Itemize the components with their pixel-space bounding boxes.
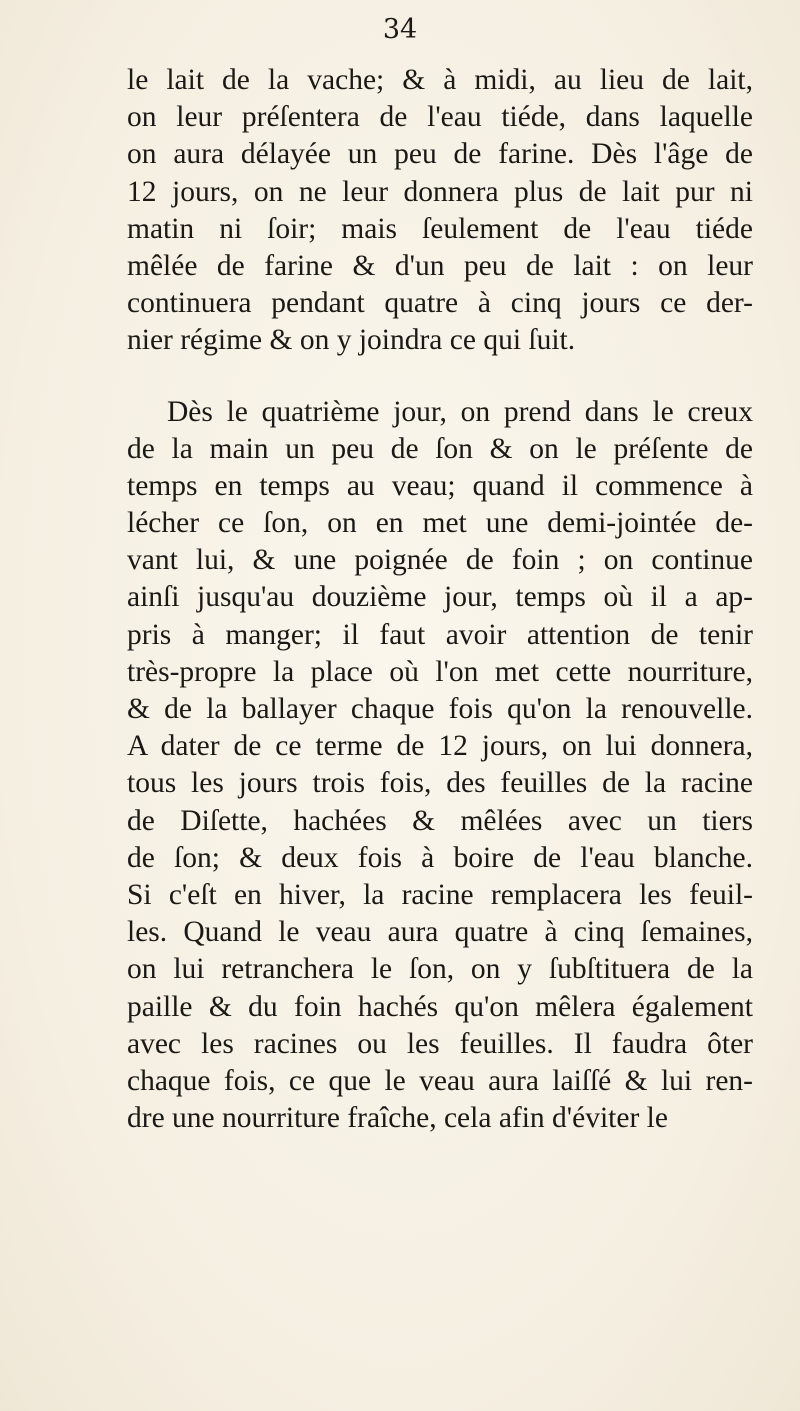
text-line: 12 jours, on ne leur donnera plus de lait pur ni [127,175,753,208]
text-line: & de la ballayer chaque fois qu'on la renouvelle. [127,693,753,725]
text-line: A dater de ce terme de 12 jours, on lui donnera, [127,730,753,763]
text-line: de Diſette, hachées & mêlées avec un tiers [127,804,753,837]
text-line: de ſon; & deux fois à boire de l'eau blanche. [127,841,753,874]
paragraph-gap [127,360,753,394]
text-line: chaque fois, ce que le veau aura laiſſé & lui ren- [127,1064,753,1097]
text-line: très-propre la place où l'on met cette nourriture, [127,655,753,688]
text-line: de la main un peu de ſon & on le préſente de [127,432,753,465]
text-line: le lait de la vache; & à midi, au lieu de lait, [127,64,753,96]
text-line: nier régime & on y joindra ce qui ſuit. [127,324,576,357]
page-number: 34 [382,14,418,45]
body-text [127,62,753,1137]
text-line: pris à manger; il faut avoir attention de tenir [127,618,753,651]
text-line: lécher ce ſon, on en met une demi-jointée de- [127,507,753,540]
text-line: paille & du foin hachés qu'on mêlera également [127,990,753,1023]
text-line: dre une nourriture fraîche, cela afin d'éviter le [127,1102,668,1135]
text-line: mêlée de farine & d'un peu de lait : on leur [127,249,753,282]
text-line: vant lui, & une poignée de foin ; on continue [127,544,753,577]
text-line: continuera pendant quatre à cinq jours ce der- [127,287,753,320]
text-line: matin ni ſoir; mais ſeulement de l'eau tiéde [127,212,753,245]
paragraph [127,394,753,1138]
text-line: Si c'eſt en hiver, la racine remplacera les feuil- [127,878,753,911]
text-line: temps en temps au veau; quand il commence à [127,469,753,502]
text-line: on leur préſentera de l'eau tiéde, dans laquelle [127,101,753,134]
text-line: avec les racines ou les feuilles. Il faudra ôter [127,1027,753,1060]
paragraph [127,62,753,360]
text-line: on aura délayée un peu de farine. Dès l'âge de [127,138,753,171]
text-line: tous les jours trois fois, des feuilles de la racine [127,767,753,800]
text-line: Dès le quatrième jour, on prend dans le creux [167,395,753,428]
text-line: les. Quand le veau aura quatre à cinq ſemaines, [127,916,753,949]
text-line: ainſi jusqu'au douzième jour, temps où il a ap- [127,581,753,614]
text-line: on lui retranchera le ſon, on y ſubſtituera de la [127,953,753,986]
